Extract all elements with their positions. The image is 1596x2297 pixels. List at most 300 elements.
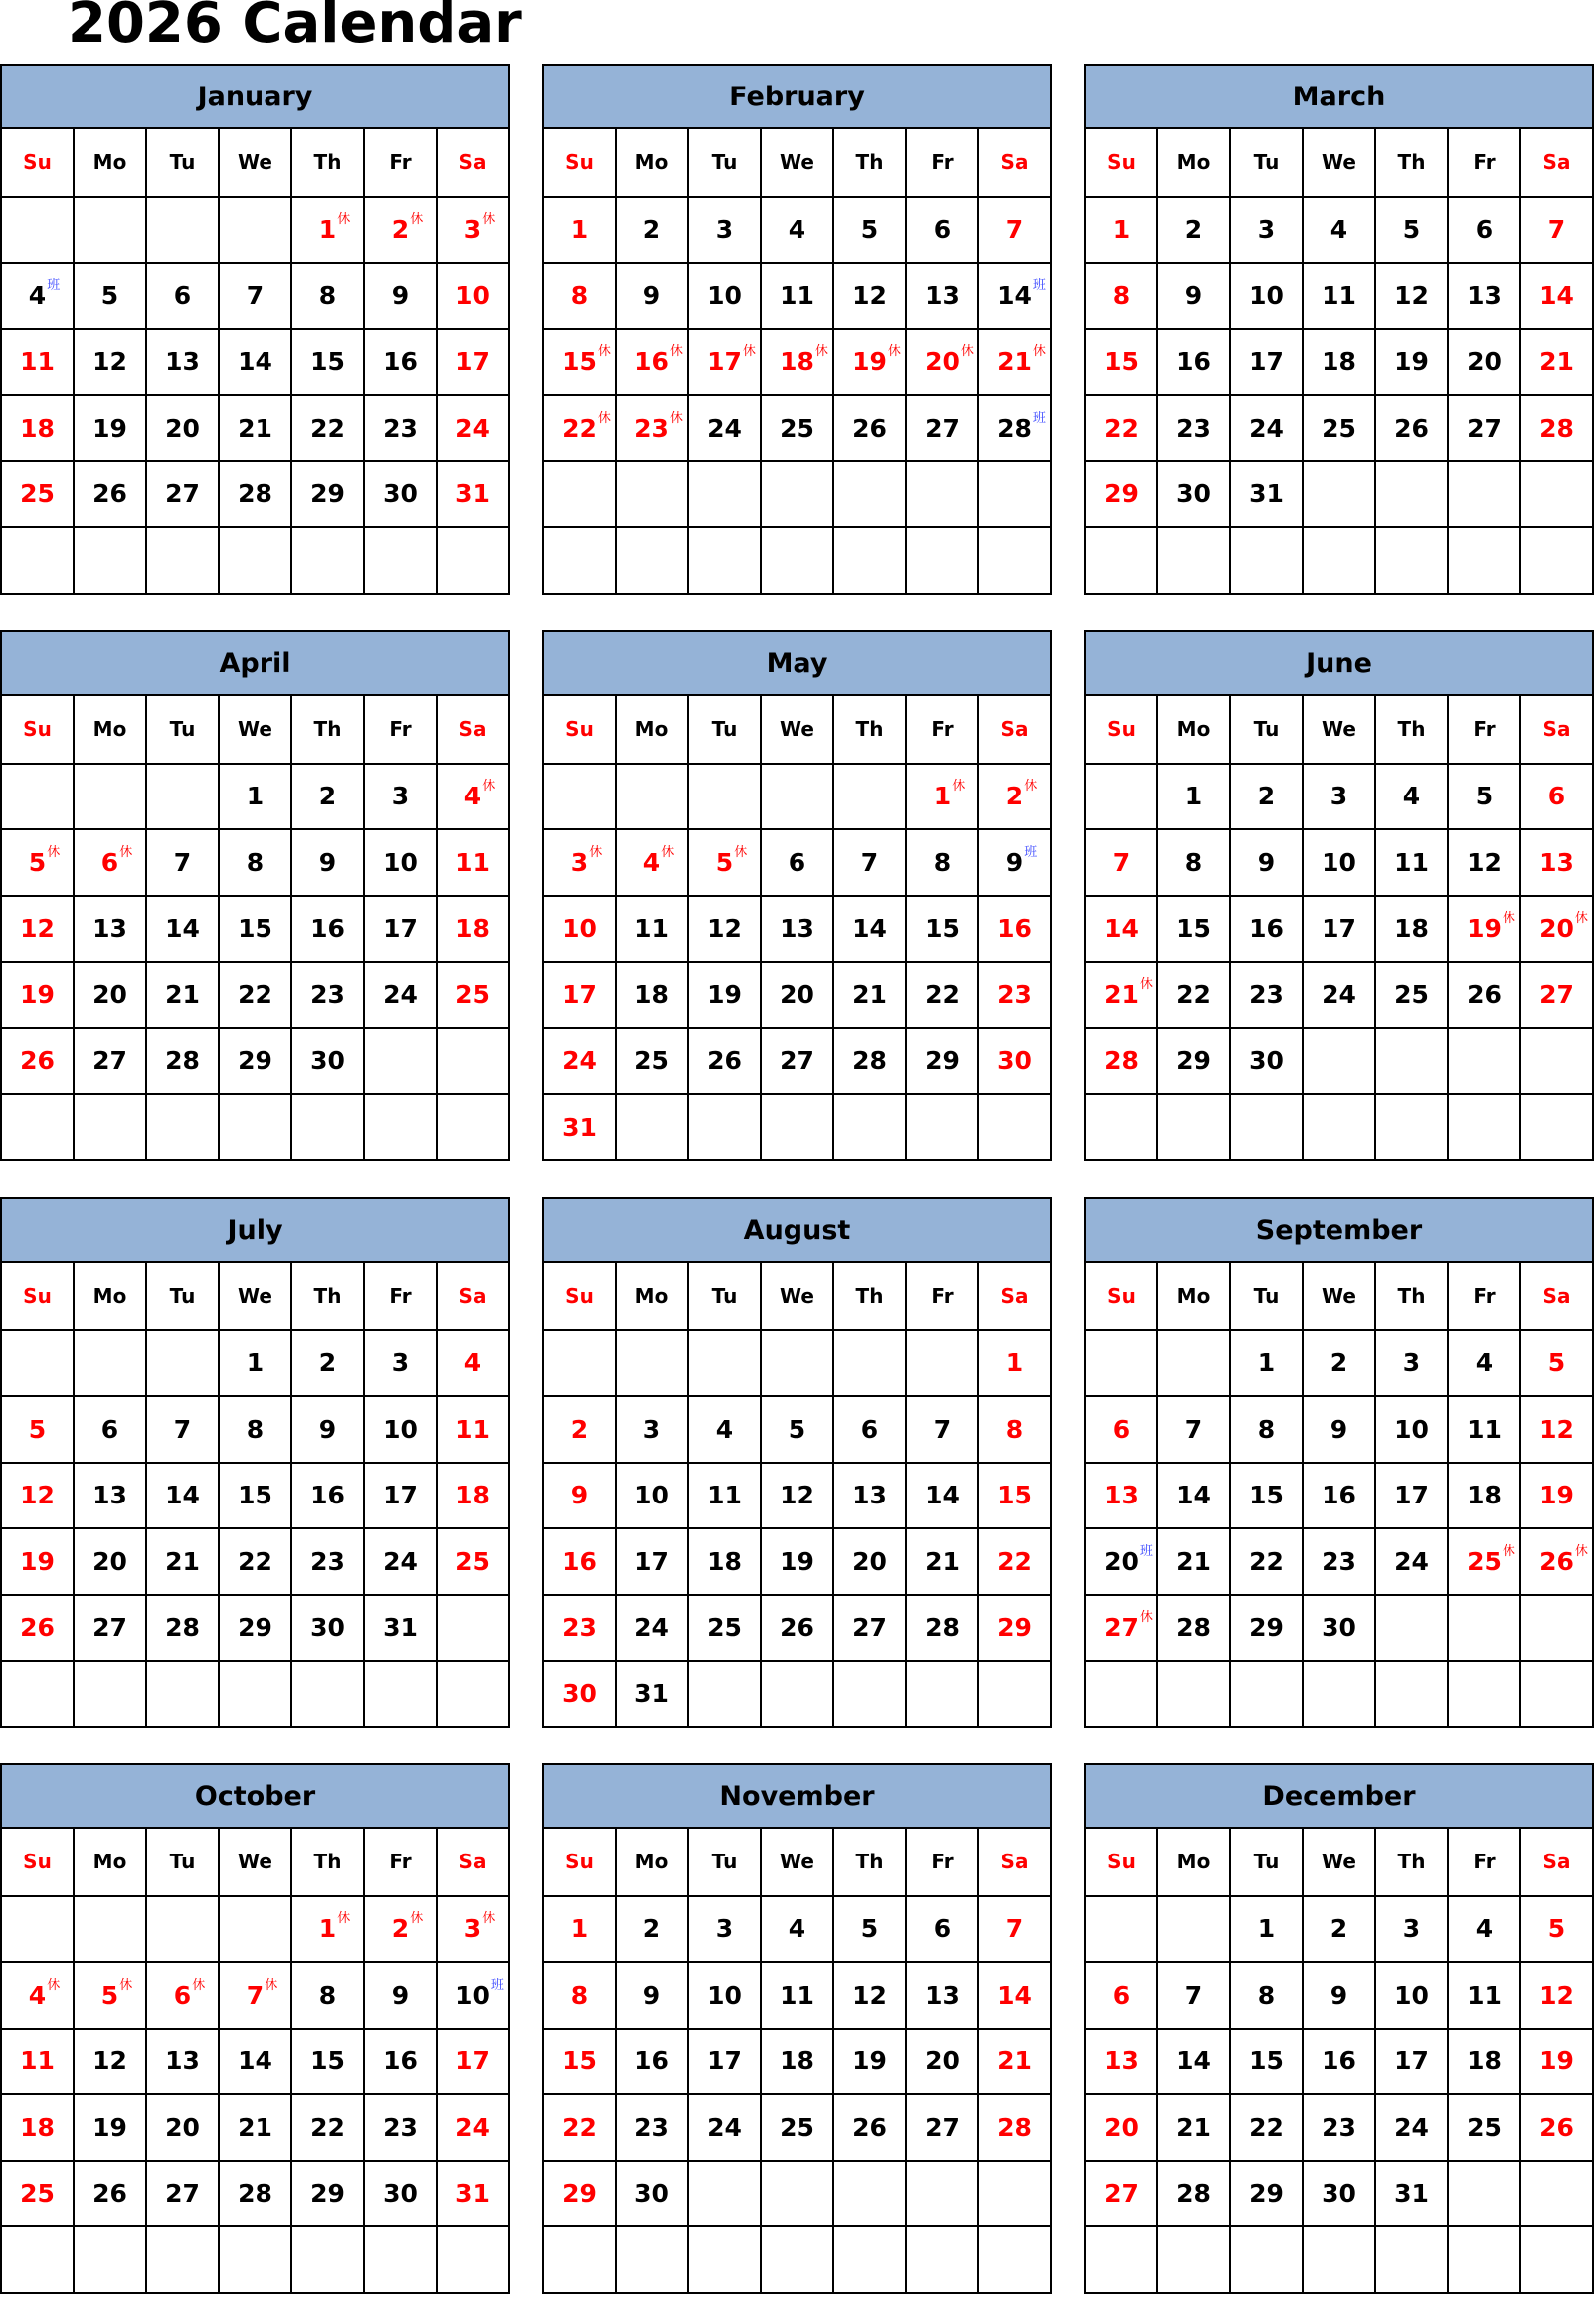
- day-number: 30: [310, 1613, 345, 1643]
- day-cell: [1086, 961, 1158, 1027]
- day-number: 3: [642, 1414, 661, 1444]
- rest-day-mark: 休: [482, 779, 496, 795]
- weekday-label: Th: [834, 1829, 907, 1895]
- day-number: 18: [780, 2046, 814, 2076]
- weekday-label: Sa: [438, 1263, 510, 1329]
- day-cell: [147, 328, 220, 395]
- day-cell: [1304, 1594, 1376, 1661]
- empty-cell: [220, 1093, 292, 1159]
- day-number: 10: [634, 1481, 669, 1510]
- empty-cell: [75, 763, 147, 829]
- weekday-label: We: [1304, 129, 1376, 196]
- empty-cell: [1086, 763, 1158, 829]
- day-number: 25: [455, 979, 490, 1009]
- day-cell: [1158, 262, 1231, 328]
- day-number: 1: [1184, 782, 1203, 811]
- day-number: 24: [455, 2112, 490, 2142]
- day-cell: [1304, 1961, 1376, 2028]
- month-march: [1084, 64, 1594, 595]
- day-cell: [1521, 1329, 1594, 1396]
- day-number: 13: [852, 1481, 887, 1510]
- weekday-label: We: [1304, 1829, 1376, 1895]
- day-number: 6: [1112, 1980, 1131, 2010]
- day-number: 2: [318, 782, 337, 811]
- empty-cell: [544, 460, 617, 527]
- empty-cell: [1304, 1027, 1376, 1094]
- day-cell: [834, 328, 907, 395]
- weekday-label: We: [762, 1829, 834, 1895]
- day-number: 4 班: [29, 281, 46, 310]
- day-cell: [147, 1961, 220, 2028]
- day-number: 21: [925, 1546, 960, 1576]
- day-number: 1 休: [319, 1914, 336, 1943]
- day-cell: [2, 961, 75, 1027]
- day-number: 17: [1322, 914, 1356, 944]
- day-number: 31: [1394, 2179, 1429, 2209]
- day-cell: [75, 262, 147, 328]
- empty-cell: [147, 196, 220, 263]
- day-cell: [617, 2028, 689, 2094]
- day-cell: [979, 1527, 1052, 1594]
- rest-day-mark: 休: [482, 1911, 496, 1927]
- day-number: 15: [310, 347, 345, 377]
- day-cell: [617, 1961, 689, 2028]
- empty-cell: [2, 1895, 75, 1962]
- day-cell: [292, 1395, 365, 1462]
- weekday-label: We: [220, 129, 292, 196]
- empty-cell: [617, 1329, 689, 1396]
- day-cell: [1158, 895, 1231, 962]
- rest-day-mark: 休: [814, 344, 828, 360]
- day-cell: [1158, 394, 1231, 460]
- day-cell: [834, 1527, 907, 1594]
- day-cell: [834, 1961, 907, 2028]
- rest-day-mark: 休: [337, 212, 351, 228]
- empty-cell: [75, 1895, 147, 1962]
- rest-day-mark: 休: [1139, 976, 1153, 992]
- day-cell: [544, 1660, 617, 1726]
- day-cell: [689, 262, 762, 328]
- day-number: 10: [1394, 1414, 1429, 1444]
- day-number: 17: [707, 2046, 742, 2076]
- day-number: 11: [455, 1414, 490, 1444]
- day-cell: [907, 763, 979, 829]
- day-cell: [1376, 1395, 1449, 1462]
- month-october: [0, 1763, 510, 2294]
- day-cell: [1086, 1527, 1158, 1594]
- empty-cell: [1449, 460, 1521, 527]
- weekday-label: Tu: [1231, 1263, 1304, 1329]
- rest-day-mark: 休: [47, 1977, 61, 1993]
- day-number: 26: [92, 2179, 127, 2209]
- day-number: 29: [562, 2179, 597, 2209]
- day-number: 9: [570, 1481, 589, 1510]
- day-cell: [979, 2028, 1052, 2094]
- day-cell: [2, 460, 75, 527]
- empty-cell: [438, 2225, 510, 2292]
- day-number: 28: [997, 2112, 1032, 2142]
- empty-cell: [2, 1329, 75, 1396]
- weekday-label: Fr: [365, 129, 438, 196]
- day-cell: [544, 1462, 617, 1528]
- day-cell: [689, 1594, 762, 1661]
- day-number: 23: [562, 1613, 597, 1643]
- day-cell: [365, 328, 438, 395]
- empty-cell: [2, 1660, 75, 1726]
- day-number: 8: [318, 1980, 337, 2010]
- day-cell: [365, 460, 438, 527]
- day-cell: [1231, 1895, 1304, 1962]
- month-name: August: [542, 1197, 1052, 1263]
- day-cell: [1521, 895, 1594, 962]
- day-number: 7: [1112, 847, 1131, 877]
- month-day-grid: [0, 696, 510, 1161]
- day-number: 6: [1547, 782, 1566, 811]
- day-number: 26: [780, 1613, 814, 1643]
- empty-cell: [2, 2225, 75, 2292]
- weekday-label: Mo: [1158, 1263, 1231, 1329]
- day-cell: [365, 1462, 438, 1528]
- empty-cell: [147, 1660, 220, 1726]
- day-number: 15: [997, 1481, 1032, 1510]
- day-number: 14: [1104, 914, 1139, 944]
- day-cell: [907, 895, 979, 962]
- empty-cell: [617, 763, 689, 829]
- day-cell: [75, 895, 147, 962]
- day-cell: [617, 1462, 689, 1528]
- day-number: 9 班: [1006, 848, 1023, 877]
- empty-cell: [1376, 1594, 1449, 1661]
- weekday-label: Fr: [907, 696, 979, 763]
- day-cell: [1376, 1961, 1449, 2028]
- day-cell: [1086, 262, 1158, 328]
- empty-cell: [2, 196, 75, 263]
- empty-cell: [147, 2225, 220, 2292]
- empty-cell: [365, 1660, 438, 1726]
- empty-cell: [834, 1660, 907, 1726]
- day-cell: [365, 828, 438, 895]
- day-cell: [907, 961, 979, 1027]
- day-cell: [147, 460, 220, 527]
- empty-cell: [438, 1093, 510, 1159]
- day-number: 30: [383, 2179, 418, 2209]
- day-cell: [365, 1895, 438, 1962]
- day-cell: [1086, 196, 1158, 263]
- empty-cell: [834, 763, 907, 829]
- day-number: 14: [1539, 280, 1574, 310]
- day-number: 4 休: [29, 1981, 46, 2010]
- day-cell: [617, 1027, 689, 1094]
- empty-cell: [1376, 1027, 1449, 1094]
- day-cell: [1521, 2028, 1594, 2094]
- month-day-grid: [1084, 129, 1594, 595]
- day-cell: [75, 328, 147, 395]
- day-cell: [365, 1395, 438, 1462]
- month-may: [542, 630, 1052, 1161]
- day-cell: [689, 1462, 762, 1528]
- day-number: 6: [1475, 215, 1494, 245]
- day-cell: [834, 1395, 907, 1462]
- day-cell: [1086, 328, 1158, 395]
- day-number: 23: [1176, 413, 1211, 442]
- day-cell: [220, 828, 292, 895]
- empty-cell: [75, 1329, 147, 1396]
- empty-cell: [147, 1329, 220, 1396]
- day-number: 20: [92, 1546, 127, 1576]
- day-cell: [292, 763, 365, 829]
- day-number: 8: [318, 280, 337, 310]
- day-cell: [2, 2160, 75, 2226]
- day-number: 19: [92, 2112, 127, 2142]
- day-cell: [2, 1961, 75, 2028]
- day-cell: [2, 2028, 75, 2094]
- day-number: 19 休: [852, 347, 887, 376]
- empty-cell: [1521, 1660, 1594, 1726]
- day-number: 12: [1467, 847, 1502, 877]
- day-number: 9: [391, 280, 410, 310]
- day-cell: [907, 1594, 979, 1661]
- day-cell: [1304, 196, 1376, 263]
- weekday-label: Sa: [979, 129, 1052, 196]
- day-cell: [907, 262, 979, 328]
- empty-cell: [1304, 2225, 1376, 2292]
- day-number: 9: [318, 1414, 337, 1444]
- rest-day-mark: 休: [1139, 1610, 1153, 1626]
- day-cell: [1376, 828, 1449, 895]
- day-cell: [1376, 1895, 1449, 1962]
- day-number: 24: [1322, 979, 1356, 1009]
- day-cell: [75, 961, 147, 1027]
- empty-cell: [689, 460, 762, 527]
- day-number: 7: [1184, 1414, 1203, 1444]
- weekday-label: Fr: [907, 129, 979, 196]
- day-number: 9: [642, 280, 661, 310]
- day-number: 2: [570, 1414, 589, 1444]
- day-cell: [1449, 828, 1521, 895]
- day-number: 8: [1257, 1980, 1276, 2010]
- day-number: 24: [634, 1613, 669, 1643]
- weekday-label: Mo: [617, 696, 689, 763]
- empty-cell: [1449, 526, 1521, 593]
- day-cell: [75, 828, 147, 895]
- day-cell: [617, 2093, 689, 2160]
- day-number: 11: [1467, 1414, 1502, 1444]
- day-cell: [1521, 1961, 1594, 2028]
- day-cell: [1086, 828, 1158, 895]
- day-cell: [438, 196, 510, 263]
- day-cell: [1521, 262, 1594, 328]
- day-number: 24: [707, 2112, 742, 2142]
- day-cell: [1231, 196, 1304, 263]
- empty-cell: [1158, 1895, 1231, 1962]
- weekday-label: We: [220, 1263, 292, 1329]
- day-number: 9: [318, 847, 337, 877]
- day-number: 20 休: [925, 347, 960, 376]
- day-number: 15: [1176, 914, 1211, 944]
- day-cell: [834, 828, 907, 895]
- day-number: 2: [1330, 1348, 1348, 1378]
- day-number: 30: [1322, 2179, 1356, 2209]
- day-number: 11: [1467, 1980, 1502, 2010]
- day-cell: [617, 895, 689, 962]
- day-number: 16: [310, 914, 345, 944]
- day-number: 30: [634, 2179, 669, 2209]
- day-number: 26: [852, 413, 887, 442]
- empty-cell: [1086, 526, 1158, 593]
- day-cell: [979, 828, 1052, 895]
- day-number: 27 休: [1104, 1613, 1139, 1642]
- day-number: 11: [1394, 847, 1429, 877]
- day-number: 23: [997, 979, 1032, 1009]
- day-cell: [1231, 460, 1304, 527]
- day-cell: [1231, 262, 1304, 328]
- day-number: 4 休: [643, 848, 660, 877]
- work-day-mark: 班: [1024, 844, 1038, 860]
- day-cell: [1086, 1027, 1158, 1094]
- day-number: 27: [780, 1046, 814, 1076]
- day-number: 16: [997, 914, 1032, 944]
- weekday-label: Su: [1086, 129, 1158, 196]
- empty-cell: [2, 1093, 75, 1159]
- day-number: 25: [20, 479, 55, 509]
- day-number: 22: [1176, 979, 1211, 1009]
- day-number: 20 班: [1104, 1547, 1139, 1576]
- rest-day-mark: 休: [410, 212, 424, 228]
- day-cell: [1521, 763, 1594, 829]
- day-number: 3: [1330, 782, 1348, 811]
- day-number: 22: [1249, 1546, 1284, 1576]
- day-cell: [1376, 262, 1449, 328]
- day-cell: [438, 961, 510, 1027]
- weekday-label: Fr: [1449, 1829, 1521, 1895]
- day-number: 8: [1005, 1414, 1024, 1444]
- day-cell: [1304, 2093, 1376, 2160]
- day-number: 18: [20, 413, 55, 442]
- empty-cell: [689, 1660, 762, 1726]
- day-cell: [75, 1594, 147, 1661]
- day-number: 17: [383, 1481, 418, 1510]
- day-cell: [147, 961, 220, 1027]
- empty-cell: [979, 526, 1052, 593]
- day-number: 11: [707, 1481, 742, 1510]
- day-number: 16: [1322, 1481, 1356, 1510]
- day-number: 2 休: [1006, 782, 1023, 810]
- day-number: 22: [1104, 413, 1139, 442]
- day-number: 13: [92, 914, 127, 944]
- rest-day-mark: 休: [597, 410, 611, 426]
- day-number: 7: [1184, 1980, 1203, 2010]
- empty-cell: [292, 2225, 365, 2292]
- day-cell: [617, 394, 689, 460]
- empty-cell: [1521, 2160, 1594, 2226]
- day-cell: [979, 1462, 1052, 1528]
- weekday-label: Tu: [147, 1829, 220, 1895]
- empty-cell: [147, 526, 220, 593]
- day-number: 25: [1322, 413, 1356, 442]
- day-number: 15: [925, 914, 960, 944]
- day-cell: [1376, 895, 1449, 962]
- weekday-label: Tu: [1231, 129, 1304, 196]
- weekday-label: Su: [544, 696, 617, 763]
- day-cell: [365, 394, 438, 460]
- day-cell: [75, 2093, 147, 2160]
- day-number: 23: [1249, 979, 1284, 1009]
- day-number: 25: [707, 1613, 742, 1643]
- empty-cell: [979, 1660, 1052, 1726]
- day-number: 1: [1005, 1348, 1024, 1378]
- day-number: 26: [1394, 413, 1429, 442]
- weekday-label: Sa: [979, 1829, 1052, 1895]
- empty-cell: [1086, 1093, 1158, 1159]
- day-cell: [907, 2028, 979, 2094]
- day-number: 12: [20, 1481, 55, 1510]
- day-cell: [2, 1527, 75, 1594]
- day-number: 2: [1184, 215, 1203, 245]
- day-number: 30: [310, 1046, 345, 1076]
- day-number: 12: [780, 1481, 814, 1510]
- day-cell: [1158, 1594, 1231, 1661]
- rest-day-mark: 休: [47, 844, 61, 860]
- day-cell: [1449, 1527, 1521, 1594]
- empty-cell: [1158, 526, 1231, 593]
- day-cell: [689, 961, 762, 1027]
- rest-day-mark: 休: [669, 344, 683, 360]
- day-cell: [147, 1594, 220, 1661]
- empty-cell: [75, 1093, 147, 1159]
- day-cell: [1376, 1527, 1449, 1594]
- empty-cell: [1231, 526, 1304, 593]
- day-number: 29: [1249, 1613, 1284, 1643]
- empty-cell: [1449, 1660, 1521, 1726]
- day-number: 30: [1249, 1046, 1284, 1076]
- weekday-label: Fr: [365, 696, 438, 763]
- rest-day-mark: 休: [119, 844, 133, 860]
- empty-cell: [1376, 460, 1449, 527]
- day-number: 20: [852, 1546, 887, 1576]
- day-number: 22: [925, 979, 960, 1009]
- empty-cell: [907, 460, 979, 527]
- day-number: 7: [173, 1414, 192, 1444]
- day-number: 14: [1176, 2046, 1211, 2076]
- day-number: 26: [1467, 979, 1502, 1009]
- empty-cell: [617, 526, 689, 593]
- weekday-label: Sa: [1521, 696, 1594, 763]
- day-cell: [438, 2028, 510, 2094]
- day-cell: [1304, 1895, 1376, 1962]
- weekday-label: Su: [2, 1263, 75, 1329]
- page-title: 2026 Calendar: [68, 0, 522, 56]
- day-number: 26: [852, 2112, 887, 2142]
- day-cell: [1521, 196, 1594, 263]
- day-number: 4: [1330, 215, 1348, 245]
- day-cell: [979, 1027, 1052, 1094]
- weekday-label: Th: [834, 1263, 907, 1329]
- rest-day-mark: 休: [661, 844, 675, 860]
- weekday-label: Fr: [907, 1829, 979, 1895]
- rest-day-mark: 休: [482, 212, 496, 228]
- work-day-mark: 班: [47, 277, 61, 293]
- day-cell: [1231, 1594, 1304, 1661]
- day-cell: [834, 262, 907, 328]
- day-cell: [1086, 2160, 1158, 2226]
- weekday-label: Mo: [75, 1263, 147, 1329]
- day-cell: [147, 2028, 220, 2094]
- day-cell: [147, 394, 220, 460]
- weekday-label: Tu: [147, 696, 220, 763]
- weekday-label: We: [220, 1829, 292, 1895]
- rest-day-mark: 休: [337, 1911, 351, 1927]
- day-cell: [220, 262, 292, 328]
